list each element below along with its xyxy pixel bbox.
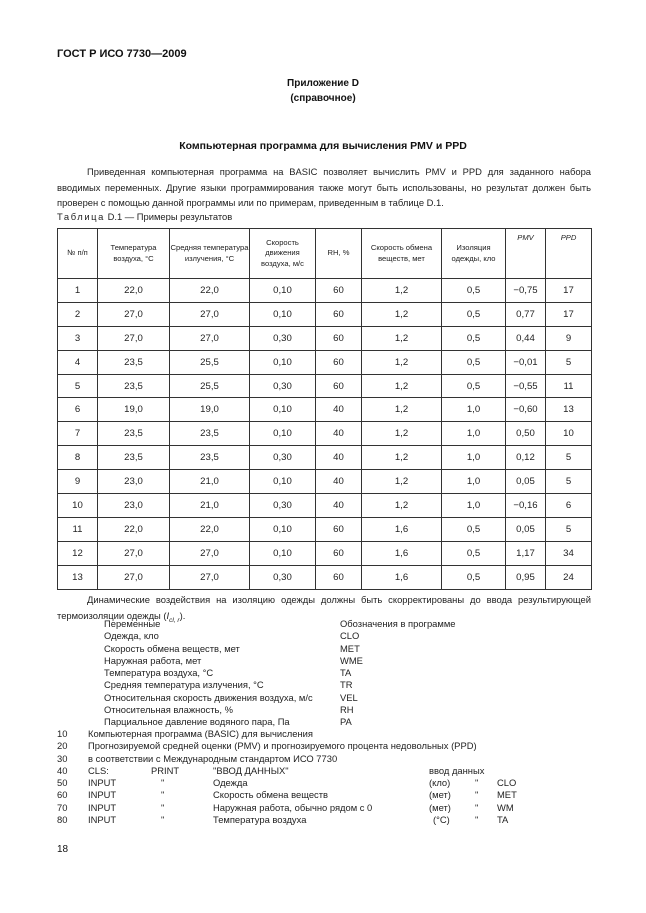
variable-row bbox=[104, 704, 544, 716]
cell-metabolic-rate: 1,6 bbox=[362, 517, 442, 541]
table-caption bbox=[57, 211, 232, 222]
cell-air-velocity: 0,10 bbox=[250, 422, 316, 446]
cell-clothing: 0,5 bbox=[442, 302, 506, 326]
code-quote: " bbox=[161, 777, 165, 789]
cell-radiant-temp: 19,0 bbox=[170, 398, 250, 422]
cell-metabolic-rate: 1,2 bbox=[362, 494, 442, 518]
cell-air-temp: 27,0 bbox=[98, 541, 170, 565]
code-description: Одежда bbox=[213, 777, 248, 789]
note-text-before: Динамические воздействия на изоляцию одежды должны быть скорректированы до ввода результирующей термоизоляции одежды ( bbox=[57, 594, 591, 621]
cell-radiant-temp: 25,5 bbox=[170, 374, 250, 398]
code-line-70 bbox=[57, 802, 597, 814]
code-description: Наружная работа, обычно рядом с 0 bbox=[213, 801, 373, 813]
cell-metabolic-rate: 1,2 bbox=[362, 470, 442, 494]
code-unit: (мет) bbox=[429, 789, 451, 801]
cell-rh: 60 bbox=[316, 565, 362, 589]
cell-pmv: −0,75 bbox=[506, 279, 546, 303]
cell-metabolic-rate: 1,2 bbox=[362, 326, 442, 350]
cell-number: 7 bbox=[58, 422, 98, 446]
code-line-60 bbox=[57, 789, 597, 801]
cell-air-velocity: 0,10 bbox=[250, 470, 316, 494]
cell-metabolic-rate: 1,2 bbox=[362, 374, 442, 398]
note-text-after: ). bbox=[179, 609, 186, 621]
cell-ppd: 5 bbox=[546, 517, 592, 541]
cell-ppd: 17 bbox=[546, 279, 592, 303]
note-symbol: I bbox=[166, 609, 170, 621]
cell-number: 4 bbox=[58, 350, 98, 374]
cell-clothing: 0,5 bbox=[442, 517, 506, 541]
section-title: Компьютерная программа для вычисления PMV и PPD bbox=[179, 140, 467, 152]
code-command: INPUT bbox=[88, 814, 117, 826]
code-variable: MET bbox=[497, 789, 517, 801]
table-row bbox=[58, 470, 592, 494]
cell-radiant-temp: 27,0 bbox=[170, 565, 250, 589]
cell-number: 8 bbox=[58, 446, 98, 470]
line-number: 80 bbox=[57, 814, 68, 826]
code-text: в соответствии с Международным стандартом ИСО 7730 bbox=[88, 752, 338, 764]
cell-air-velocity: 0,10 bbox=[250, 398, 316, 422]
cell-number: 2 bbox=[58, 302, 98, 326]
cell-ppd: 13 bbox=[546, 398, 592, 422]
table-row bbox=[58, 374, 592, 398]
cell-pmv: 0,44 bbox=[506, 326, 546, 350]
line-number: 30 bbox=[57, 752, 68, 764]
cell-radiant-temp: 27,0 bbox=[170, 541, 250, 565]
line-number: 20 bbox=[57, 740, 68, 752]
code-variable: TA bbox=[497, 814, 509, 826]
cell-radiant-temp: 27,0 bbox=[170, 302, 250, 326]
code-line-50 bbox=[57, 777, 597, 789]
cell-metabolic-rate: 1,2 bbox=[362, 446, 442, 470]
variable-symbol: TR bbox=[340, 679, 353, 691]
code-unit: (°C) bbox=[433, 814, 450, 826]
cell-rh: 60 bbox=[316, 350, 362, 374]
header-clothing: Изоляция одежды, кло bbox=[442, 229, 506, 279]
cell-clothing: 1,0 bbox=[442, 422, 506, 446]
cell-clothing: 1,0 bbox=[442, 446, 506, 470]
variable-symbol: Обозначения в программе bbox=[340, 618, 456, 629]
cell-clothing: 1,0 bbox=[442, 494, 506, 518]
cell-air-velocity: 0,10 bbox=[250, 517, 316, 541]
cell-rh: 60 bbox=[316, 326, 362, 350]
cell-metabolic-rate: 1,2 bbox=[362, 302, 442, 326]
variable-description: Скорость обмена веществ, мет bbox=[104, 642, 240, 654]
code-line-20 bbox=[57, 740, 597, 752]
cell-pmv: −0,16 bbox=[506, 494, 546, 518]
variable-description: Переменные bbox=[104, 618, 161, 629]
variable-row bbox=[104, 692, 544, 704]
cell-ppd: 34 bbox=[546, 541, 592, 565]
note-symbol-sub: cl, r bbox=[169, 616, 180, 624]
cell-pmv: 1,17 bbox=[506, 541, 546, 565]
cell-air-velocity: 0,30 bbox=[250, 374, 316, 398]
cell-pmv: 0,05 bbox=[506, 517, 546, 541]
cell-air-temp: 27,0 bbox=[98, 302, 170, 326]
table-row bbox=[58, 279, 592, 303]
variable-description: Средняя температура излучения, °C bbox=[104, 679, 264, 691]
code-command: INPUT bbox=[88, 801, 117, 813]
basic-code-listing bbox=[57, 728, 597, 826]
cell-air-velocity: 0,30 bbox=[250, 494, 316, 518]
table-row bbox=[58, 422, 592, 446]
line-number: 70 bbox=[57, 801, 68, 813]
code-quote: " bbox=[161, 814, 165, 826]
cell-ppd: 24 bbox=[546, 565, 592, 589]
code-line-10 bbox=[57, 728, 597, 740]
cell-radiant-temp: 22,0 bbox=[170, 279, 250, 303]
header-air-velocity: Скорость движения воздуха, м/с bbox=[250, 229, 316, 279]
cell-clothing: 0,5 bbox=[442, 326, 506, 350]
cell-pmv: −0,55 bbox=[506, 374, 546, 398]
table-row bbox=[58, 302, 592, 326]
line-number: 60 bbox=[57, 789, 68, 801]
cell-air-temp: 27,0 bbox=[98, 565, 170, 589]
table-row bbox=[58, 350, 592, 374]
cell-ppd: 9 bbox=[546, 326, 592, 350]
cell-air-temp: 22,0 bbox=[98, 517, 170, 541]
cell-metabolic-rate: 1,2 bbox=[362, 350, 442, 374]
variable-description: Одежда, кло bbox=[104, 630, 159, 642]
cell-rh: 60 bbox=[316, 374, 362, 398]
code-quote: " bbox=[475, 801, 479, 813]
cell-radiant-temp: 21,0 bbox=[170, 470, 250, 494]
code-command: INPUT bbox=[88, 789, 117, 801]
variable-symbol: MET bbox=[340, 642, 360, 654]
cell-ppd: 5 bbox=[546, 446, 592, 470]
variable-description: Наружная работа, мет bbox=[104, 654, 202, 666]
cell-ppd: 6 bbox=[546, 494, 592, 518]
cell-radiant-temp: 22,0 bbox=[170, 517, 250, 541]
code-unit: (кло) bbox=[429, 777, 451, 789]
code-quote: " bbox=[161, 789, 165, 801]
variable-symbol: VEL bbox=[340, 691, 358, 703]
cell-air-velocity: 0,30 bbox=[250, 326, 316, 350]
cell-pmv: 0,05 bbox=[506, 470, 546, 494]
table-row bbox=[58, 398, 592, 422]
code-argument: PRINT bbox=[151, 764, 180, 776]
cell-air-temp: 23,0 bbox=[98, 470, 170, 494]
cell-radiant-temp: 23,5 bbox=[170, 446, 250, 470]
cell-number: 10 bbox=[58, 494, 98, 518]
cell-rh: 40 bbox=[316, 398, 362, 422]
cell-metabolic-rate: 1,6 bbox=[362, 565, 442, 589]
table-caption-text: D.1 — Примеры результатов bbox=[107, 211, 233, 222]
cell-air-velocity: 0,30 bbox=[250, 565, 316, 589]
variable-symbol: TA bbox=[340, 667, 352, 679]
cell-rh: 60 bbox=[316, 541, 362, 565]
variable-row bbox=[104, 716, 544, 728]
code-note: ввод данных bbox=[429, 764, 485, 776]
cell-ppd: 17 bbox=[546, 302, 592, 326]
cell-radiant-temp: 21,0 bbox=[170, 494, 250, 518]
code-quote: " bbox=[475, 777, 479, 789]
cell-air-temp: 23,5 bbox=[98, 350, 170, 374]
variable-row bbox=[104, 618, 544, 630]
header-number: № п/п bbox=[58, 229, 98, 279]
code-description: "ВВОД ДАННЫХ" bbox=[213, 764, 289, 776]
variable-symbol: RH bbox=[340, 704, 354, 716]
variable-row bbox=[104, 679, 544, 691]
cell-number: 11 bbox=[58, 517, 98, 541]
cell-pmv: 0,12 bbox=[506, 446, 546, 470]
table-row bbox=[58, 494, 592, 518]
code-variable: CLO bbox=[497, 777, 517, 789]
intro-text: Приведенная компьютерная программа на BASIC позволяет вычислить PMV и PPD для заданного набора вводимых переменных. Другие языки программирования также могут быть использованы, но результат должен быть проверен с помощью данной программы или по примерам, приведенным в таблице D.1. bbox=[57, 166, 591, 208]
cell-air-temp: 23,5 bbox=[98, 422, 170, 446]
cell-air-temp: 19,0 bbox=[98, 398, 170, 422]
code-command: INPUT bbox=[88, 777, 117, 789]
variable-description: Температура воздуха, °C bbox=[104, 667, 214, 679]
appendix-title: Приложение D bbox=[287, 78, 359, 89]
cell-number: 9 bbox=[58, 470, 98, 494]
header-pmv: PMV bbox=[506, 229, 546, 279]
cell-clothing: 1,0 bbox=[442, 398, 506, 422]
variable-description: Парциальное давление водяного пара, Па bbox=[104, 716, 290, 728]
line-number: 50 bbox=[57, 777, 68, 789]
variable-row bbox=[104, 643, 544, 655]
header-ppd: PPD bbox=[546, 229, 592, 279]
code-text: Компьютерная программа (BASIC) для вычисления bbox=[88, 728, 313, 739]
page-number: 18 bbox=[57, 844, 69, 855]
header-air-temp: Температура воздуха, °C bbox=[98, 229, 170, 279]
code-description: Температура воздуха bbox=[213, 814, 307, 826]
variable-symbol: CLO bbox=[340, 630, 360, 642]
table-row bbox=[58, 446, 592, 470]
cell-air-velocity: 0,10 bbox=[250, 350, 316, 374]
variable-symbol: PA bbox=[340, 716, 352, 728]
cell-ppd: 5 bbox=[546, 350, 592, 374]
intro-paragraph bbox=[57, 164, 591, 211]
code-quote: " bbox=[475, 789, 479, 801]
code-line-40 bbox=[57, 765, 597, 777]
header-metabolic-rate: Скорость обмена веществ, мет bbox=[362, 229, 442, 279]
cell-metabolic-rate: 1,2 bbox=[362, 279, 442, 303]
cell-air-velocity: 0,10 bbox=[250, 302, 316, 326]
cell-number: 3 bbox=[58, 326, 98, 350]
cell-clothing: 0,5 bbox=[442, 374, 506, 398]
cell-pmv: 0,77 bbox=[506, 302, 546, 326]
code-command: CLS: bbox=[88, 764, 109, 776]
code-description: Скорость обмена веществ bbox=[213, 789, 328, 801]
cell-clothing: 0,5 bbox=[442, 350, 506, 374]
table-row bbox=[58, 565, 592, 589]
cell-rh: 60 bbox=[316, 517, 362, 541]
cell-air-temp: 23,5 bbox=[98, 374, 170, 398]
cell-radiant-temp: 27,0 bbox=[170, 326, 250, 350]
cell-metabolic-rate: 1,2 bbox=[362, 422, 442, 446]
line-number: 40 bbox=[57, 764, 68, 776]
table-header-row bbox=[58, 229, 592, 279]
code-line-80 bbox=[57, 814, 597, 826]
cell-ppd: 11 bbox=[546, 374, 592, 398]
document-header: ГОСТ Р ИСО 7730—2009 bbox=[57, 48, 187, 60]
cell-rh: 40 bbox=[316, 422, 362, 446]
table-row bbox=[58, 517, 592, 541]
cell-metabolic-rate: 1,6 bbox=[362, 541, 442, 565]
appendix-subtitle: (справочное) bbox=[290, 93, 356, 104]
cell-rh: 40 bbox=[316, 446, 362, 470]
cell-number: 6 bbox=[58, 398, 98, 422]
line-number: 10 bbox=[57, 728, 68, 739]
variable-symbol: WME bbox=[340, 654, 363, 666]
cell-air-velocity: 0,10 bbox=[250, 541, 316, 565]
results-table bbox=[57, 228, 592, 590]
cell-number: 12 bbox=[58, 541, 98, 565]
variable-description: Относительная влажность, % bbox=[104, 704, 233, 716]
table-row bbox=[58, 326, 592, 350]
cell-number: 13 bbox=[58, 565, 98, 589]
cell-clothing: 1,0 bbox=[442, 470, 506, 494]
cell-number: 1 bbox=[58, 279, 98, 303]
cell-ppd: 5 bbox=[546, 470, 592, 494]
cell-ppd: 10 bbox=[546, 422, 592, 446]
code-quote: " bbox=[161, 801, 165, 813]
code-text: Прогнозируемой средней оценки (PMV) и прогнозируемого процента недовольных (PPD) bbox=[88, 740, 477, 752]
variables-list bbox=[104, 618, 544, 729]
variable-row bbox=[104, 655, 544, 667]
cell-rh: 60 bbox=[316, 302, 362, 326]
cell-pmv: 0,50 bbox=[506, 422, 546, 446]
cell-rh: 40 bbox=[316, 494, 362, 518]
cell-clothing: 0,5 bbox=[442, 541, 506, 565]
cell-radiant-temp: 25,5 bbox=[170, 350, 250, 374]
cell-pmv: −0,01 bbox=[506, 350, 546, 374]
cell-number: 5 bbox=[58, 374, 98, 398]
cell-air-temp: 23,5 bbox=[98, 446, 170, 470]
code-quote: " bbox=[475, 814, 479, 826]
cell-radiant-temp: 23,5 bbox=[170, 422, 250, 446]
cell-pmv: 0,95 bbox=[506, 565, 546, 589]
cell-air-velocity: 0,30 bbox=[250, 446, 316, 470]
cell-air-temp: 22,0 bbox=[98, 279, 170, 303]
cell-air-velocity: 0,10 bbox=[250, 279, 316, 303]
cell-clothing: 0,5 bbox=[442, 565, 506, 589]
table-row bbox=[58, 541, 592, 565]
header-rh: RH, % bbox=[316, 229, 362, 279]
cell-clothing: 0,5 bbox=[442, 279, 506, 303]
code-unit: (мет) bbox=[429, 801, 451, 813]
code-variable: WM bbox=[497, 801, 514, 813]
header-radiant-temp: Средняя температура излучения, °C bbox=[170, 229, 250, 279]
cell-metabolic-rate: 1,2 bbox=[362, 398, 442, 422]
cell-air-temp: 23,0 bbox=[98, 494, 170, 518]
cell-air-temp: 27,0 bbox=[98, 326, 170, 350]
variable-row bbox=[104, 630, 544, 642]
code-line-30 bbox=[57, 753, 597, 765]
cell-rh: 40 bbox=[316, 470, 362, 494]
variable-row bbox=[104, 667, 544, 679]
table-caption-prefix: Таблица bbox=[57, 211, 105, 222]
cell-pmv: −0,60 bbox=[506, 398, 546, 422]
variable-description: Относительная скорость движения воздуха, м/с bbox=[104, 691, 313, 703]
cell-rh: 60 bbox=[316, 279, 362, 303]
